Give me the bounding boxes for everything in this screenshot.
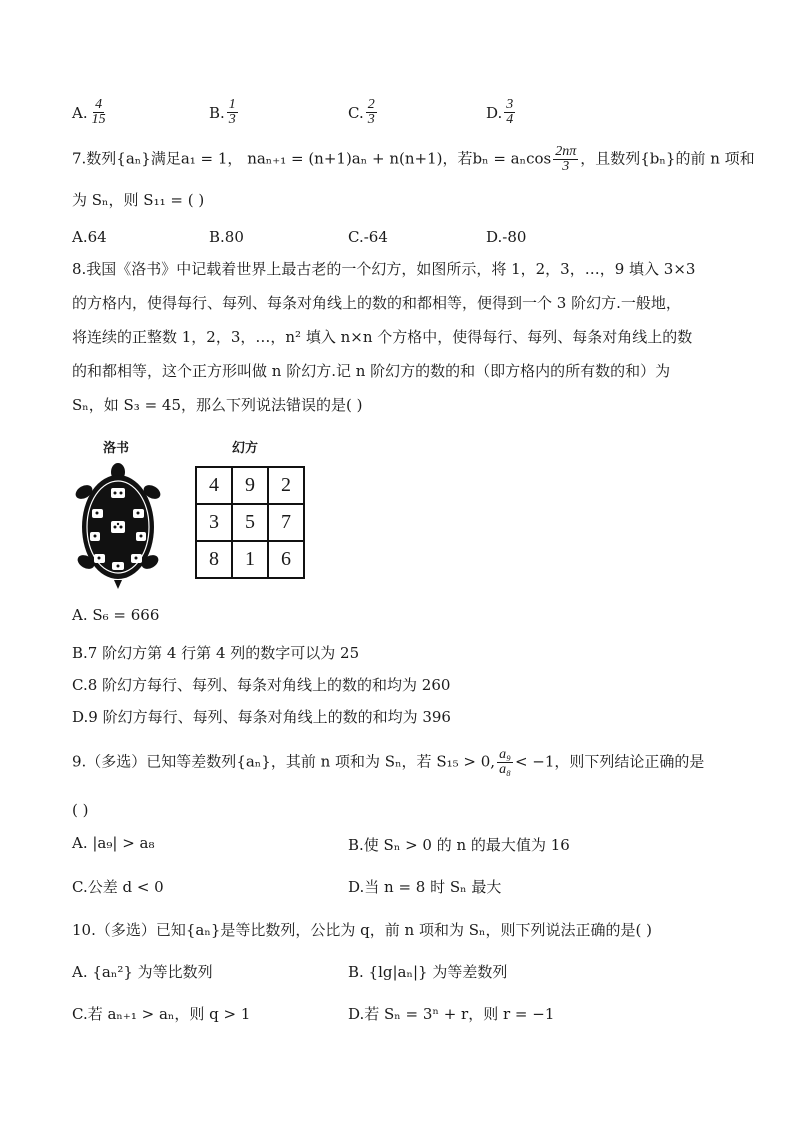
q6-option-c: C. $\frac{2}{3}$ xyxy=(348,97,375,127)
grid-cell: 5 xyxy=(232,504,268,541)
q7-option-b: B.80 xyxy=(209,228,244,246)
q8-option-d: D.9 阶幻方每行、每列、每条对角线上的数的和均为 396 xyxy=(72,708,451,726)
q9-line-2: ( ) xyxy=(72,801,89,819)
q8-option-b: B.7 阶幻方第 4 行第 4 列的数字可以为 25 xyxy=(72,644,360,662)
q7-option-d: D.-80 xyxy=(486,228,527,246)
grid-cell: 6 xyxy=(268,541,304,578)
q9-options-row-1 xyxy=(72,834,732,874)
q8-line-5: Sₙ，如 S₃ = 45，那么下列说法错误的是( ) xyxy=(72,396,363,414)
fraction: $\frac{4}{15}$ xyxy=(91,97,106,127)
q10-option-a: A. {aₙ²} 为等比数列 xyxy=(72,963,213,981)
q7-option-a: A.64 xyxy=(72,228,107,246)
luoshu-turtle-illustration xyxy=(74,462,162,590)
fraction: $\frac{1}{3}$ xyxy=(228,97,236,127)
q10-option-d: D.若 Sₙ = 3ⁿ + r，则 r = −1 xyxy=(348,1005,555,1023)
q7-line-2: 为 Sₙ，则 S₁₁ = ( ) xyxy=(72,191,205,209)
grid-cell: 7 xyxy=(268,504,304,541)
q8-option-a: A. S₆ = 666 xyxy=(72,606,160,624)
grid-cell: 2 xyxy=(268,467,304,504)
q9-option-b: B.使 Sₙ > 0 的 n 的最大值为 16 xyxy=(348,836,570,854)
q6-options xyxy=(72,98,732,138)
q9-option-c: C.公差 d < 0 xyxy=(72,878,164,896)
q8-line-4: 的和都相等，这个正方形叫做 n 阶幻方.记 n 阶幻方的数的和（即方格内的所有数的和）为 xyxy=(72,362,671,380)
luoshu-caption: 洛书 xyxy=(103,441,130,456)
q10-option-c: C.若 aₙ₊₁ > aₙ，则 q > 1 xyxy=(72,1005,251,1023)
fraction: $\frac{2}{3}$ xyxy=(367,97,375,127)
q9-option-d: D.当 n = 8 时 Sₙ 最大 xyxy=(348,878,502,896)
q7-option-c: C.-64 xyxy=(348,228,388,246)
q10-options-row-1 xyxy=(72,961,732,1001)
fraction: $\frac{\text{a₉}}{\text{a₈}}$ xyxy=(499,747,511,777)
grid-cell: 3 xyxy=(196,504,232,541)
fraction: $\frac{2n\pi}{3}$ xyxy=(555,144,577,174)
q8-option-c: C.8 阶幻方每行、每列、每条对角线上的数的和均为 260 xyxy=(72,676,451,694)
q6-option-b: B. $\frac{1}{3}$ xyxy=(209,97,236,127)
q10-option-b: B. {lg|aₙ|} 为等差数列 xyxy=(348,963,508,981)
q7-line-1: 7.数列{aₙ}满足a₁ = 1， naₙ₊₁ = (n+1)aₙ + n(n+1)，若bₙ = aₙcos $\frac{2n\pi}{3}$ ，且数列{bₙ}的前 n 项和 xyxy=(72,144,755,174)
grid-cell: 1 xyxy=(232,541,268,578)
q6-option-d: D. $\frac{3}{4}$ xyxy=(486,97,514,127)
q6-option-a: A. $\frac{4}{15}$ xyxy=(72,97,106,127)
q8-line-2: 的方格内，使得每行、每列、每条对角线上的数的和都相等，便得到一个 3 阶幻方.一般地， xyxy=(72,294,681,312)
q8-line-3: 将连续的正整数 1，2，3，…，n² 填入 n×n 个方格中，使得每行、每列、每条对角线上的数 xyxy=(72,328,693,346)
grid-cell: 4 xyxy=(196,467,232,504)
q10-line-1: 10.（多选）已知{aₙ}是等比数列，公比为 q，前 n 项和为 Sₙ，则下列说法正确的是( ) xyxy=(72,921,652,939)
magic-square-caption: 幻方 xyxy=(232,441,259,456)
magic-square-grid xyxy=(195,466,305,579)
q8-line-1: 8.我国《洛书》中记载着世界上最古老的一个幻方，如图所示，将 1，2，3，…，9 填入 3×3 xyxy=(72,260,696,278)
grid-cell: 9 xyxy=(232,467,268,504)
q9-options-row-2 xyxy=(72,876,732,916)
q9-option-a: A. |a₉| > a₈ xyxy=(72,834,155,852)
fraction: $\frac{3}{4}$ xyxy=(506,97,514,127)
q10-options-row-2 xyxy=(72,1003,732,1043)
q9-line-1: 9.（多选）已知等差数列{aₙ}，其前 n 项和为 Sₙ，若 S₁₅ > 0, $\frac{\text{a₉}}{\text{a₈}}$ < −1，则下列结论正确的是 xyxy=(72,747,705,777)
grid-cell: 8 xyxy=(196,541,232,578)
